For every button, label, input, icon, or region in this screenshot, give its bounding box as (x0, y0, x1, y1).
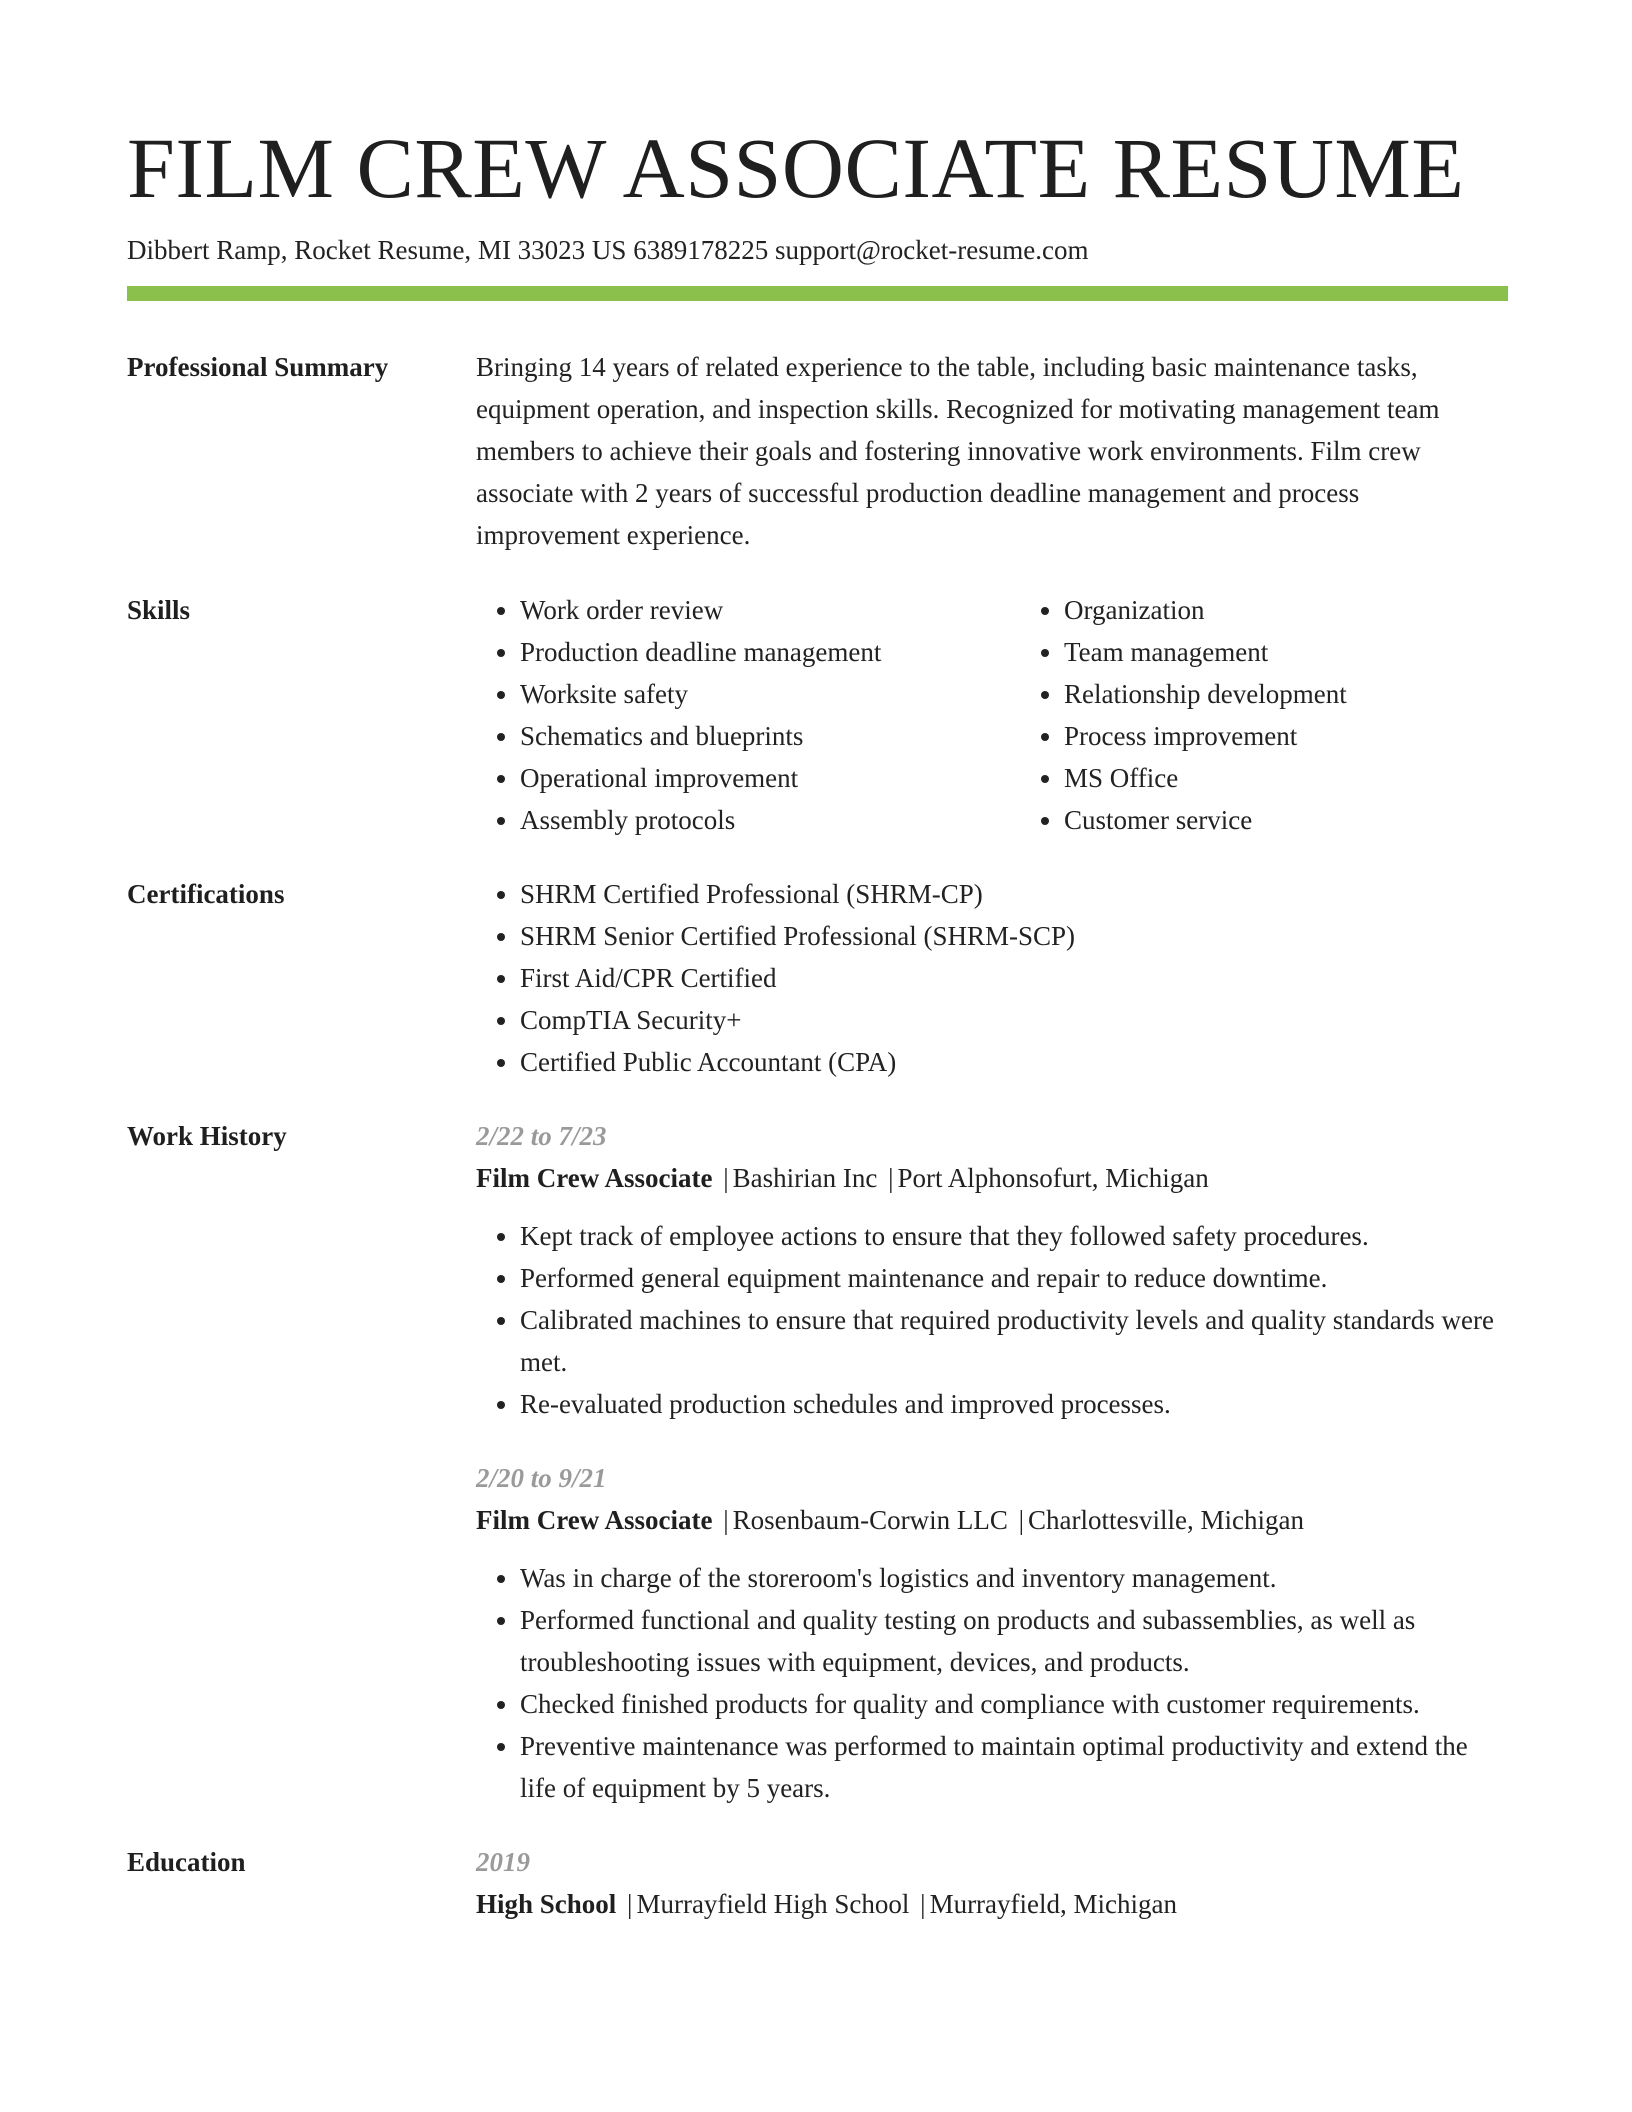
certifications-list (476, 873, 1508, 1083)
skill-item: • Organization (1064, 589, 1564, 631)
summary-heading: Professional Summary (127, 352, 389, 382)
separator: | (723, 1163, 729, 1193)
certification-item: • Certified Public Accountant (CPA) (520, 1041, 1508, 1083)
separator: | (920, 1889, 926, 1919)
separator: | (627, 1889, 633, 1919)
skill-item: • Schematics and blueprints (520, 715, 1020, 757)
skill-item: • Process improvement (1064, 715, 1564, 757)
skill-item: • Team management (1064, 631, 1564, 673)
job-company: Rosenbaum-Corwin LLC (732, 1505, 1008, 1535)
summary-text: Bringing 14 years of related experience to the table, including basic maintenance tasks, equipment operation, and inspection skills. Recognized for motivating management team members to achieve their goals and fostering innovative work environments. Film crew associate with 2 years of successful production deadline management and process improvement experience. (476, 352, 1440, 550)
skill-item: • Production deadline management (520, 631, 1020, 673)
separator: | (1018, 1505, 1024, 1535)
accent-divider (127, 286, 1508, 301)
certifications-heading: Certifications (127, 879, 285, 909)
skill-item: • MS Office (1064, 757, 1564, 799)
job-entry (476, 1457, 1508, 1809)
job-bullet: • Re-evaluated production schedules and improved processes. (520, 1383, 1508, 1425)
education-section (127, 1841, 1508, 1925)
education-line (476, 1883, 1508, 1925)
skills-heading: Skills (127, 595, 191, 625)
certification-item: • First Aid/CPR Certified (520, 957, 1508, 999)
job-bullet: • Calibrated machines to ensure that required productivity levels and quality standards were met. (520, 1299, 1508, 1383)
education-location: Murrayfield, Michigan (929, 1889, 1177, 1919)
education-school: Murrayfield High School (636, 1889, 910, 1919)
job-bullet: • Checked finished products for quality and compliance with customer requirements. (520, 1683, 1508, 1725)
job-dates: 2/20 to 9/21 (476, 1463, 607, 1493)
job-bullet: • Kept track of employee actions to ensure that they followed safety procedures. (520, 1215, 1508, 1257)
job-title: Film Crew Associate (476, 1163, 713, 1193)
separator: | (888, 1163, 894, 1193)
job-company: Bashirian Inc (732, 1163, 878, 1193)
summary-section (127, 346, 1508, 556)
contact-line: Dibbert Ramp, Rocket Resume, MI 33023 US 6389178225 support@rocket-resume.com (127, 235, 1089, 265)
job-entry (476, 1115, 1508, 1425)
work-history-heading: Work History (127, 1121, 287, 1151)
job-bullet: • Was in charge of the storeroom's logistics and inventory management. (520, 1557, 1508, 1599)
skill-item: • Assembly protocols (520, 799, 1020, 841)
job-line (476, 1157, 1508, 1199)
job-bullet: • Preventive maintenance was performed to maintain optimal productivity and extend the life of equipment by 5 years. (520, 1725, 1508, 1809)
job-location: Charlottesville, Michigan (1028, 1505, 1304, 1535)
separator: | (723, 1505, 729, 1535)
skills-grid (476, 589, 1564, 841)
job-bullet: • Performed general equipment maintenance and repair to reduce downtime. (520, 1257, 1508, 1299)
certifications-section (127, 873, 1508, 1083)
skills-section (127, 589, 1508, 841)
skill-item: • Customer service (1064, 799, 1564, 841)
resume-title: FILM CREW ASSOCIATE RESUME (127, 120, 1465, 216)
job-bullet: • Performed functional and quality testing on products and subassemblies, as well as troubleshooting issues with equipment, devices, and products. (520, 1599, 1508, 1683)
certification-item: • CompTIA Security+ (520, 999, 1508, 1041)
job-dates: 2/22 to 7/23 (476, 1121, 607, 1151)
work-history-section (127, 1115, 1508, 1809)
skill-item: • Relationship development (1064, 673, 1564, 715)
job-bullets (476, 1557, 1508, 1809)
skill-item: • Worksite safety (520, 673, 1020, 715)
job-line (476, 1499, 1508, 1541)
job-bullets (476, 1215, 1508, 1425)
certification-item: • SHRM Certified Professional (SHRM-CP) (520, 873, 1508, 915)
education-year: 2019 (476, 1847, 530, 1877)
skill-item: • Work order review (520, 589, 1020, 631)
education-degree: High School (476, 1889, 617, 1919)
skills-right-column (1020, 589, 1564, 841)
education-heading: Education (127, 1847, 246, 1877)
job-title: Film Crew Associate (476, 1505, 713, 1535)
skill-item: • Operational improvement (520, 757, 1020, 799)
job-location: Port Alphonsofurt, Michigan (897, 1163, 1209, 1193)
skills-left-column (476, 589, 1020, 841)
certification-item: • SHRM Senior Certified Professional (SHRM-SCP) (520, 915, 1508, 957)
